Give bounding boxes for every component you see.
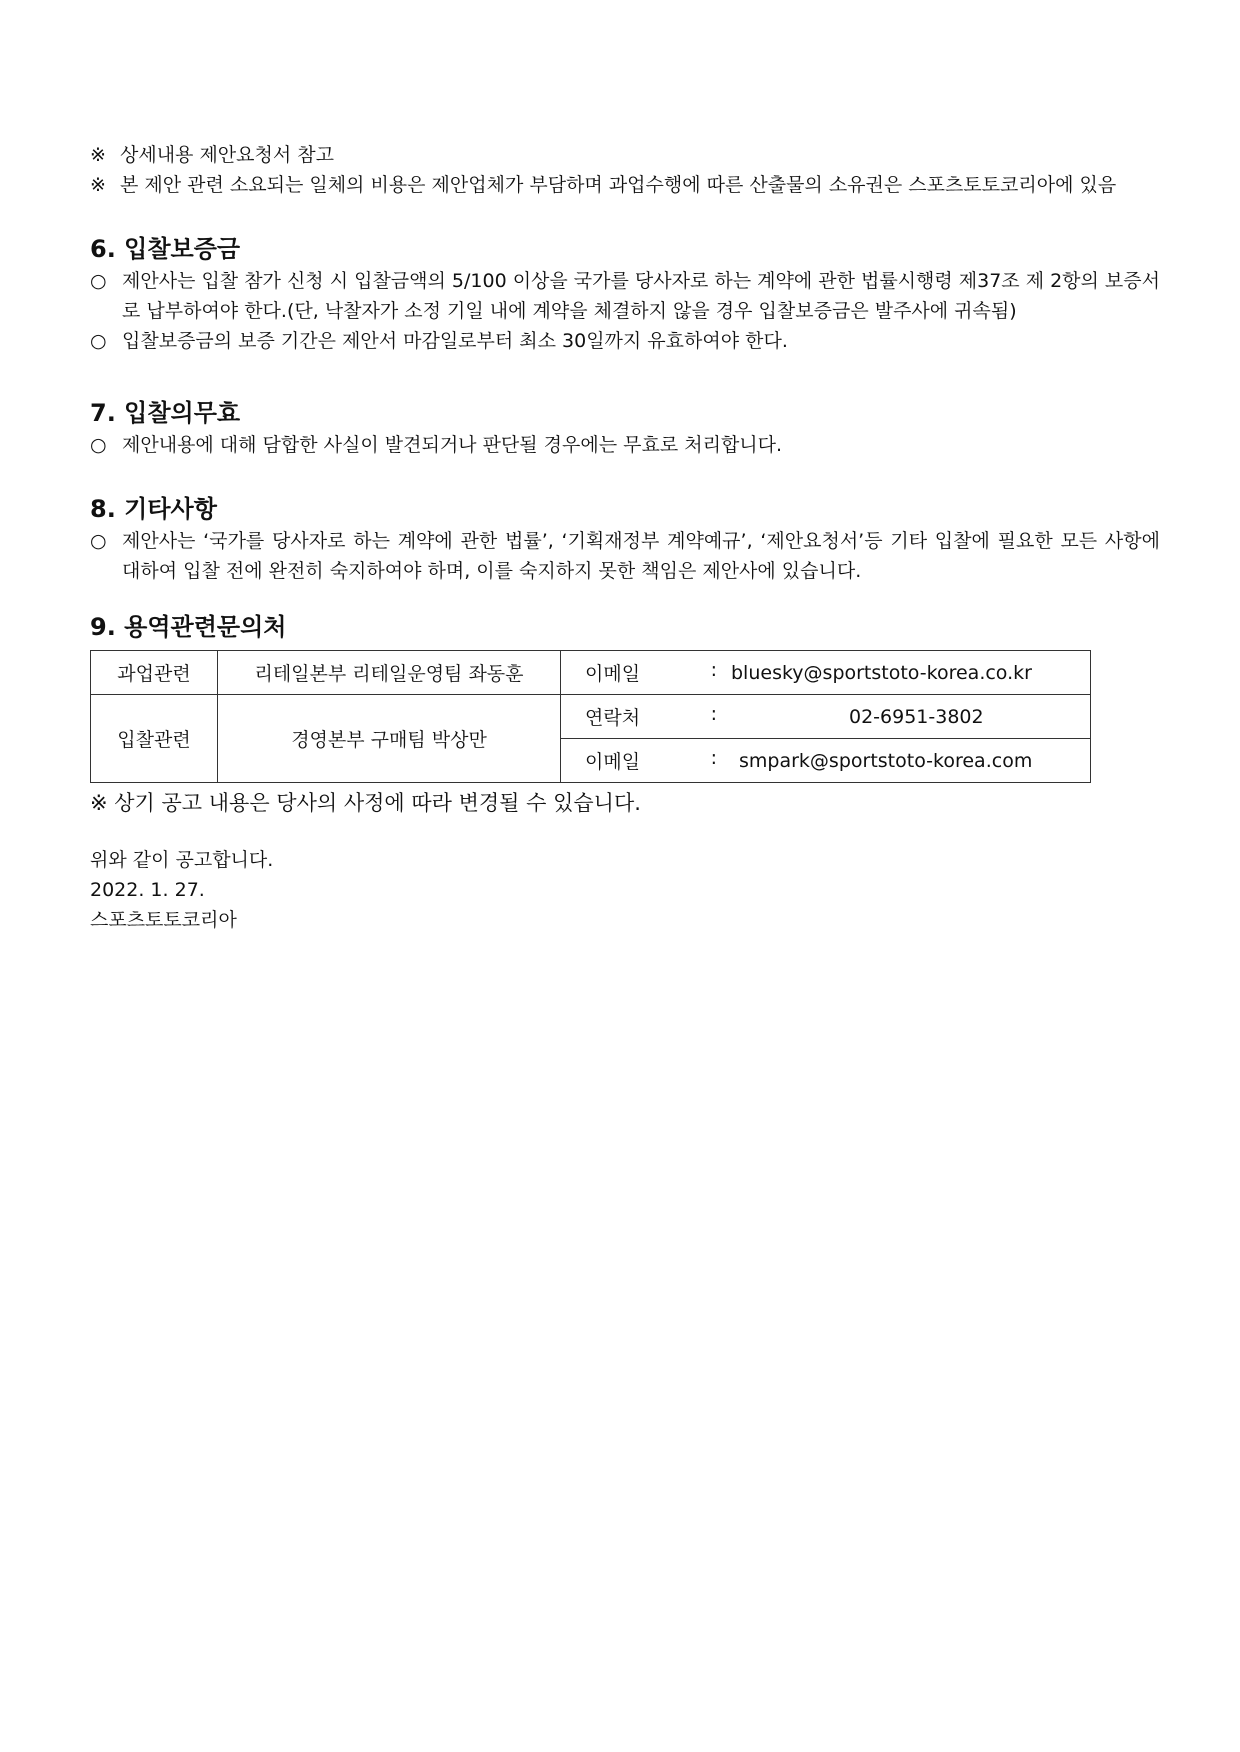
announcement-page bbox=[90, 140, 1160, 935]
colon: : bbox=[710, 747, 717, 769]
contact-email-bid: smpark@sportstoto-korea.com bbox=[731, 739, 1091, 783]
list-item bbox=[90, 430, 1160, 460]
table-row bbox=[91, 695, 1091, 739]
circle-bullet-icon: ○ bbox=[90, 330, 107, 352]
email-label: 이메일 bbox=[585, 751, 641, 773]
item-text: 제안내용에 대해 담합한 사실이 발견되거나 판단될 경우에는 무효로 처리합니다. bbox=[122, 434, 783, 456]
circle-bullet-icon: ○ bbox=[90, 530, 107, 552]
section-title-contacts: 9. 용역관련문의처 bbox=[90, 613, 287, 641]
note-mark: ※ bbox=[90, 174, 106, 196]
contact-person-bid: 경영본부 구매팀 박상만 bbox=[218, 695, 561, 783]
email-label: 이메일 bbox=[585, 663, 641, 685]
contact-phone-bid: 02-6951-3802 bbox=[731, 695, 1091, 739]
item-text: 제안사는 입찰 참가 신청 시 입찰금액의 5/100 이상을 국가를 당사자로 하는 계약에 관한 법률시행령 제37조 제 2항의 보증서로 납부하여야 한다.(단, 낙찰자가 소정 기일 내에 계약을 체결하지 않을 경우 입찰보증금은 발주사에 귀속됨) bbox=[122, 270, 1160, 322]
table-row bbox=[91, 651, 1091, 695]
note-text: 상세내용 제안요청서 참고 bbox=[120, 144, 334, 166]
list-item bbox=[90, 266, 1160, 326]
item-text: 제안사는 ‘국가를 당사자로 하는 계약에 관한 법률’, ‘기획재정부 계약예규’, ‘제안요청서’등 기타 입찰에 필요한 모든 사항에 대하여 입찰 전에 완전히 숙지하여야 하며, 이를 숙지하지 못한 책임은 제안사에 있습니다. bbox=[122, 530, 1160, 582]
circle-bullet-icon: ○ bbox=[90, 434, 107, 456]
note-cost-ownership bbox=[90, 170, 1160, 200]
item-text: 입찰보증금의 보증 기간은 제안서 마감일로부터 최소 30일까지 유효하여야 한다. bbox=[122, 330, 788, 352]
note-detail-reference bbox=[90, 140, 1160, 170]
contact-type-cell bbox=[561, 695, 732, 739]
company-name: 스포츠토토코리아 bbox=[90, 909, 237, 931]
contact-category-task: 과업관련 bbox=[91, 651, 218, 695]
change-notice: ※ 상기 공고 내용은 당사의 사정에 따라 변경될 수 있습니다. bbox=[90, 791, 641, 815]
contact-type-cell bbox=[561, 739, 732, 783]
list-item bbox=[90, 526, 1160, 586]
colon: : bbox=[710, 703, 717, 725]
closing-statement: 위와 같이 공고합니다. bbox=[90, 849, 274, 871]
contact-table bbox=[90, 650, 1091, 783]
note-mark: ※ bbox=[90, 144, 106, 166]
circle-bullet-icon: ○ bbox=[90, 270, 107, 292]
section-title-bid-invalidity: 7. 입찰의무효 bbox=[90, 399, 241, 427]
contact-type-cell bbox=[561, 651, 732, 695]
note-text: 본 제안 관련 소요되는 일체의 비용은 제안업체가 부담하며 과업수행에 따른 산출물의 소유권은 스포츠토토코리아에 있음 bbox=[120, 174, 1117, 196]
colon: : bbox=[710, 659, 717, 681]
contact-person-task: 리테일본부 리테일운영팀 좌동훈 bbox=[218, 651, 561, 695]
list-item bbox=[90, 326, 1160, 356]
section-title-other-matters: 8. 기타사항 bbox=[90, 495, 217, 523]
contact-category-bid: 입찰관련 bbox=[91, 695, 218, 783]
section-title-bid-bond: 6. 입찰보증금 bbox=[90, 235, 241, 263]
phone-label: 연락처 bbox=[585, 707, 641, 729]
contact-email-task: bluesky@sportstoto-korea.co.kr bbox=[731, 651, 1091, 695]
closing-block bbox=[90, 845, 1160, 935]
announcement-date: 2022. 1. 27. bbox=[90, 879, 205, 901]
